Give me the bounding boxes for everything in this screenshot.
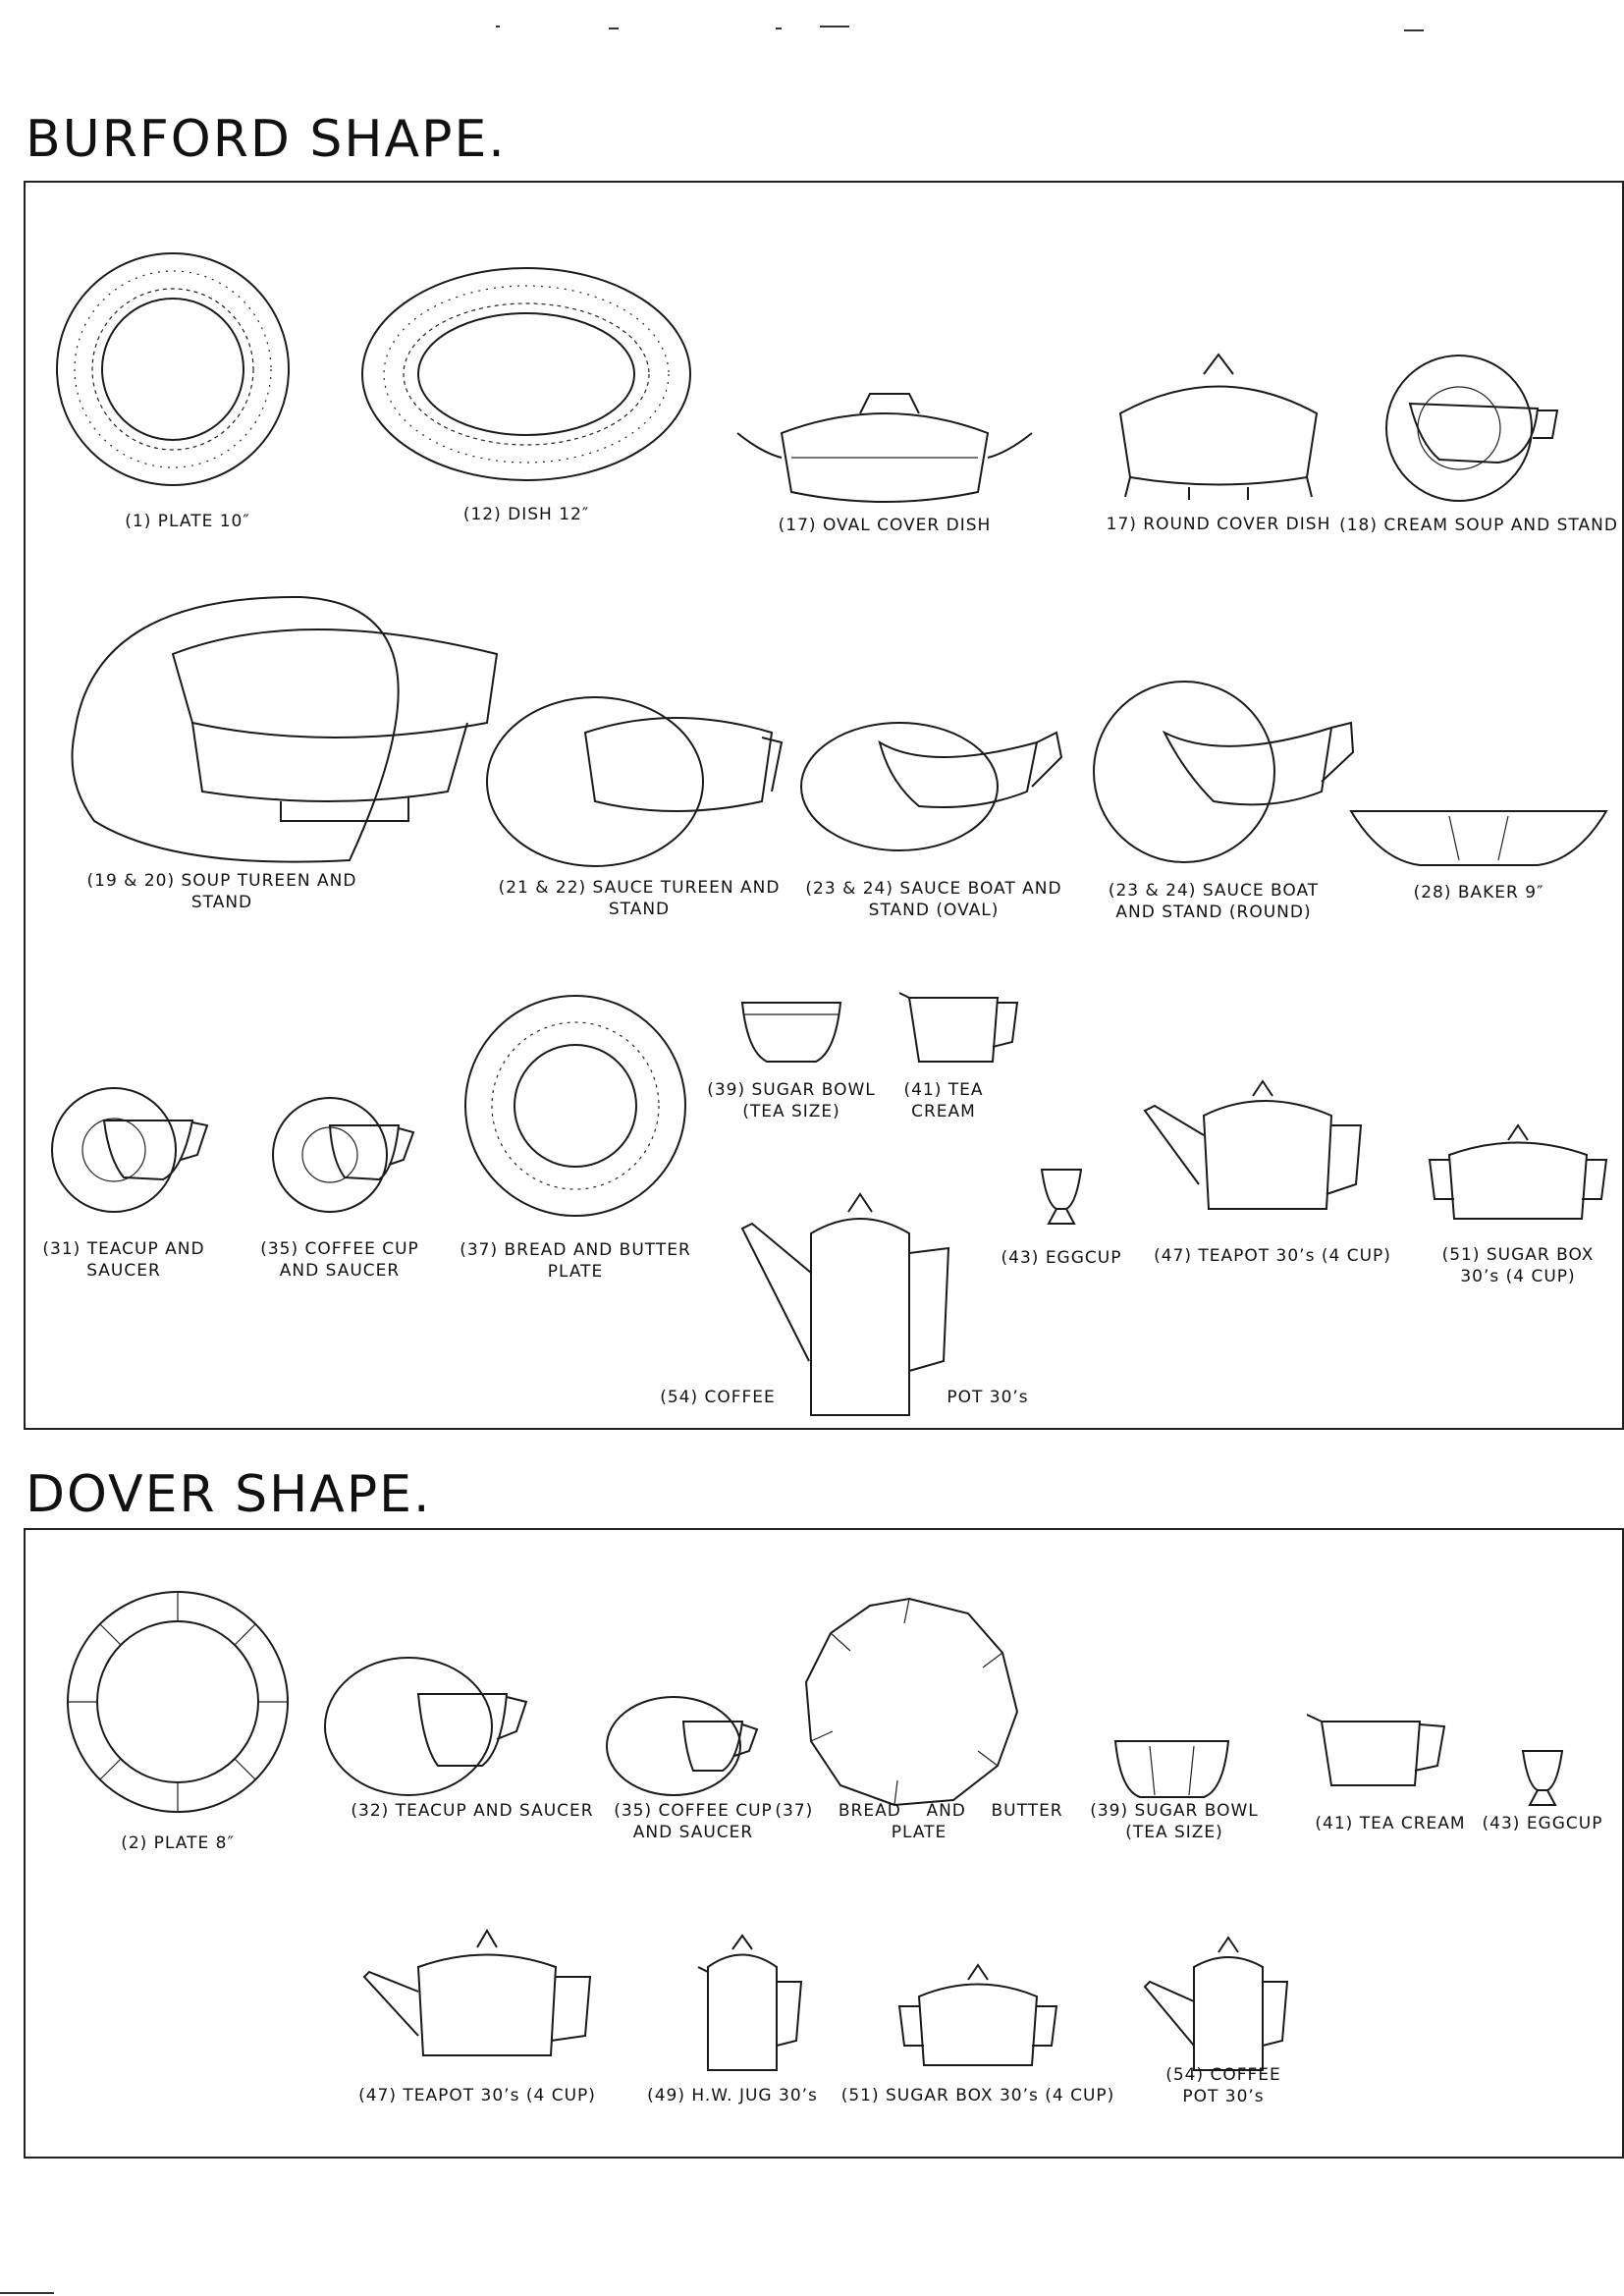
tea-cream-drawing [890,983,1037,1071]
dover-panel [24,1528,1624,2159]
caption-line2: PLATE [547,1262,604,1282]
caption-line2: (TEA SIZE) [742,1102,840,1121]
teacup-drawing [310,1653,595,1800]
caption: (32) TEACUP AND SAUCER [351,1801,594,1821]
caption: (18) CREAM SOUP AND STAND [1339,516,1618,535]
caption: (43) EGGCUP [1482,1814,1603,1833]
dover-coffee-cup-saucer [595,1692,791,1879]
caption-line1: (54) COFFEE [1165,2065,1281,2085]
caption-line2: SAUCER [86,1261,161,1281]
burford-coffee-cup-saucer [261,1091,438,1297]
scan-mark [776,27,782,29]
round-cover-dish-drawing [1081,345,1356,512]
caption-line2: AND SAUCER [632,1823,754,1842]
dover-sugar-box [840,1962,1115,2129]
burford-sauce-tureen-stand [477,674,801,924]
sauce-tureen-drawing [477,674,801,870]
dover-coffee-pot [1106,1933,1341,2149]
caption-line2: STAND [608,900,671,919]
dover-plate-8 [60,1589,325,1893]
plate-drawing [55,232,320,507]
sugar-bowl-drawing [1076,1736,1272,1805]
plate-drawing [60,1589,325,1834]
caption-line2: CREAM [911,1102,976,1121]
baker-drawing [1341,801,1616,870]
burford-dish-12 [359,266,693,551]
scan-mark [1404,29,1424,31]
soup-tureen-drawing [55,585,546,870]
caption-line1: (37) BREAD AND BUTTER [775,1801,1063,1821]
caption-line1: (54) COFFEE [660,1388,776,1407]
caption-line2: (TEA SIZE) [1125,1823,1223,1842]
scan-mark [609,27,619,29]
dover-teacup-saucer [310,1653,595,1839]
caption: (41) TEA CREAM [1315,1814,1466,1833]
caption-line1: (39) SUGAR BOWL [707,1080,876,1100]
bb-plate-drawing [782,1594,1076,1810]
burford-round-cover-dish [1081,345,1356,551]
caption-line2: POT 30’s [1182,2087,1265,2106]
burford-soup-tureen-stand [55,585,546,919]
caption-line1: (51) SUGAR BOX [1441,1245,1595,1265]
caption: (47) TEAPOT 30’s (4 CUP) [358,2086,596,2105]
caption-line1: (41) TEA [903,1080,984,1100]
sauce-boat-oval-drawing [791,703,1076,870]
eggcup-drawing [1479,1746,1606,1815]
teapot-drawing [350,1923,644,2070]
cream-soup-drawing [1351,350,1616,507]
caption: (51) SUGAR BOX 30’s (4 CUP) [840,2086,1115,2105]
burford-title: BURFORD SHAPE. [26,110,507,169]
hw-jug-drawing [644,1928,840,2075]
teacup-drawing [35,1081,232,1219]
caption-line1: (35) COFFEE CUP [614,1801,773,1821]
bb-plate-drawing [448,988,703,1224]
coffee-cup-drawing [595,1692,791,1800]
burford-sauce-boat-stand-round [1086,674,1380,929]
caption: (47) TEAPOT 30’s (4 CUP) [1154,1246,1391,1266]
caption-line1: (37) BREAD AND BUTTER [460,1240,691,1260]
caption-line1: (39) SUGAR BOWL [1090,1801,1259,1821]
burford-sauce-boat-stand-oval [791,703,1076,929]
burford-baker-9 [1341,801,1616,919]
sugar-box-drawing [850,1962,1106,2070]
caption-line1: (31) TEACUP AND [42,1239,205,1259]
caption: (49) H.W. JUG 30’s [647,2086,818,2105]
dover-eggcup [1479,1746,1606,1864]
burford-teacup-saucer [35,1081,232,1287]
burford-oval-cover-dish [723,374,1047,551]
burford-coffee-pot [634,1194,1056,1420]
oval-cover-dish-drawing [723,374,1047,512]
caption-line2: AND SAUCER [279,1261,401,1281]
teapot-drawing [1125,1076,1420,1224]
caption-line2: PLATE [891,1823,947,1842]
caption-line2: STAND [190,893,253,912]
caption: (17) OVAL COVER DISH [778,516,992,535]
dish-drawing [359,266,693,492]
caption-line1: (23 & 24) SAUCE BOAT [1108,881,1320,901]
burford-sugar-box [1410,1121,1624,1312]
dover-teapot [350,1923,644,2119]
caption: 17) ROUND COVER DISH [1106,515,1331,534]
caption-line2: AND STAND (ROUND) [1115,902,1312,922]
sugar-bowl-drawing [703,993,880,1071]
caption: (1) PLATE 10″ [125,512,250,531]
burford-cream-soup-stand [1339,350,1618,551]
scan-mark [820,26,849,27]
caption-line2: STAND (OVAL) [868,901,1000,920]
burford-tea-cream [890,983,1037,1130]
burford-teapot [1125,1076,1420,1278]
coffee-cup-drawing [261,1091,438,1219]
burford-sugar-bowl [703,993,880,1130]
sugar-box-drawing [1410,1121,1624,1229]
burford-panel [24,181,1624,1430]
caption-line2: POT 30’s [947,1388,1029,1407]
caption: (12) DISH 12″ [462,505,590,524]
dover-title: DOVER SHAPE. [26,1465,432,1524]
dover-sugar-bowl [1076,1736,1272,1884]
caption: (2) PLATE 8″ [121,1833,235,1853]
caption-line1: (19 & 20) SOUP TUREEN AND [86,871,357,891]
scan-mark [0,2292,54,2294]
caption-line2: 30’s (4 CUP) [1460,1267,1576,1286]
caption: (43) EGGCUP [1001,1248,1122,1268]
sauce-boat-round-drawing [1086,674,1380,870]
dover-hw-jug [644,1928,840,2124]
caption: (28) BAKER 9″ [1413,883,1544,902]
caption-line1: (23 & 24) SAUCE BOAT AND [805,879,1062,899]
burford-plate-10 [55,232,320,536]
dover-bread-butter-plate [775,1594,1076,1879]
tea-cream-drawing [1292,1707,1489,1795]
dover-tea-cream [1292,1707,1489,1854]
caption-line1: (35) COFFEE CUP [260,1239,419,1259]
coffee-pot-drawing [1106,1933,1341,2080]
caption-line1: (21 & 22) SAUCE TUREEN AND [498,878,781,898]
scan-mark [496,26,500,27]
